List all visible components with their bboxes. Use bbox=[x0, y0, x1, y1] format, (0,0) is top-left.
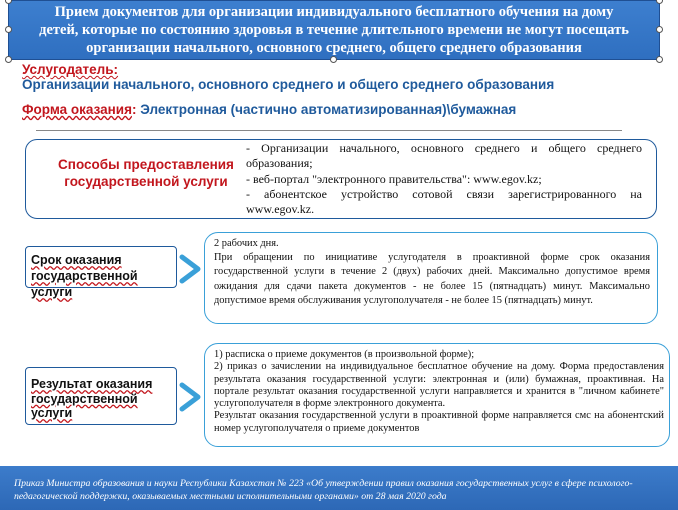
methods-title: Способы предоставления государственной услуги bbox=[58, 157, 234, 189]
form-label: Форма оказания bbox=[22, 102, 132, 117]
methods-item: - Организации начального, основного среднего и общего среднего образования; bbox=[246, 141, 642, 171]
resize-handle-bottom[interactable] bbox=[330, 56, 337, 63]
provider-value: Организации начального, основного среднего и общего среднего образования bbox=[22, 77, 555, 92]
title-line-1: Прием документов для организации индивидуального бесплатного обучения на дому bbox=[54, 4, 614, 20]
methods-list bbox=[246, 141, 642, 217]
title-banner[interactable] bbox=[8, 0, 660, 60]
title-line-2: детей, которые по состоянию здоровья в течение длительного времени не могут посещать bbox=[39, 22, 629, 38]
result-text: 1) расписка о приеме документов (в произвольной форме); 2) приказ о зачислении на индивидуальное бесплатное обучение на дому. Форма предоставления результата оказания государственной услуги: электронная и (или) бумажная, проактивная. На портале результат оказания государственной услуги направляется и хранится в "личном кабинете" услугополучателя в форме электронного документа. Результат оказания государственной услуги в проактивной форме направляется смс на абонентский номер услугополучателя о приеме документов bbox=[214, 349, 664, 434]
resize-handle-bottom-left[interactable] bbox=[5, 56, 12, 63]
form-value: Электронная (частично автоматизированная)\бумажная bbox=[136, 102, 517, 117]
arrow-right-icon bbox=[179, 254, 203, 284]
divider bbox=[36, 130, 622, 131]
term-label-line-2: государственной услуги bbox=[31, 269, 138, 299]
term-text: 2 рабочих дня. При обращении по инициативе услугодателя в проактивной форме срок оказания государственной услуги в течение 2 (двух) рабочих дней. Максимально допустимое время ожидания для сдачи пакета документов - не более 15 (пятнадцать) минут. Максимально допустимое время обслуживания услугополучателя - не более 15 (пятнадцать) минут. bbox=[214, 238, 650, 306]
result-label bbox=[31, 377, 173, 421]
methods-item: - абонентское устройство сотовой связи зарегистрированного на www.egov.kz. bbox=[246, 186, 642, 217]
term-label bbox=[31, 252, 177, 300]
form-line bbox=[22, 102, 516, 117]
result-label-line-2: государственной bbox=[31, 391, 138, 406]
resize-handle-left[interactable] bbox=[5, 26, 12, 33]
provider-label: Услугодатель: bbox=[22, 62, 119, 77]
term-label-line-1: Срок оказания bbox=[31, 253, 122, 267]
resize-handle-right[interactable] bbox=[656, 26, 663, 33]
arrow-right-icon bbox=[179, 382, 203, 412]
methods-item: - веб-портал "электронного правительства": www.egov.kz; bbox=[246, 171, 542, 186]
resize-handle-top-right[interactable] bbox=[656, 0, 663, 4]
title-line-3: организации начального, основного среднего, общего среднего образования bbox=[86, 40, 582, 56]
form-colon: : bbox=[131, 102, 137, 117]
result-label-line-3: услуги bbox=[31, 406, 73, 420]
resize-handle-bottom-right[interactable] bbox=[656, 56, 663, 63]
footer-text: Приказ Министра образования и науки Республики Казахстан № 223 «Об утверждении правил оказания государственных услуг в сфере психолого-педагогической поддержки, оказываемых местными исполнительными органами» от 28 мая 2020 года bbox=[14, 478, 633, 502]
result-label-line-1: Результат оказания bbox=[31, 377, 153, 391]
